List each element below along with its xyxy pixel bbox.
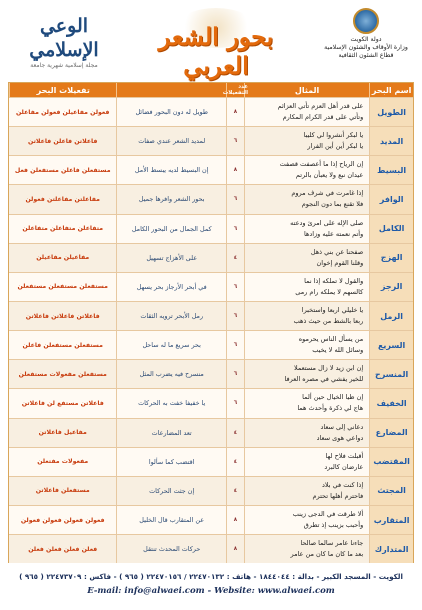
meter-key-verse: على الأهزاج تسهيل [116,244,225,272]
page-title: بحور الشعر العربي [158,22,274,80]
table-row [9,214,413,243]
meter-example [244,448,369,476]
header-count: عدد التفعيلات [222,84,248,96]
tafeelat-count: ٦ [226,215,244,243]
meter-key-verse: طويل له دون البحور فضائل [116,98,225,126]
table-row [9,301,413,330]
table-row [9,243,413,272]
tafeelat-count: ٦ [226,185,244,213]
meter-example [244,506,369,534]
ministry-logo [316,8,416,70]
meter-key-verse: لمديد الشعر عندي صفات [116,127,225,155]
meter-name: المضارع [369,419,413,447]
example-line: عيدان نبع ولا يعبأن بالرتم [295,171,364,180]
example-line: على قدر أهل العزم تأتي العزائم [277,102,364,111]
example-line: إذا غامرت في شرف مروم [291,189,364,198]
meter-name: السريع [369,331,413,359]
meter-tafeelat: فعولن مفاعيلن فعولن مفاعلن [15,108,110,116]
meter-example [244,244,369,272]
example-line: وسائل الله لا يخيب [312,346,364,355]
tafeelat-count: ٦ [226,389,244,417]
tafeelat-count: ٦ [226,127,244,155]
meter-example [244,156,369,184]
magazine-subtitle: مجلة إسلامية شهرية جامعة [30,62,98,69]
header-meter-name: اسم البحر [369,83,413,97]
example-line: ألا طرقت في الدجى زينب [292,510,364,519]
meter-tafeelat: مفاعيل فاعلاتن [38,429,87,437]
meter-key-verse: بحر سريع ما له ساحل [116,331,225,359]
example-line: كالسهم لا يملكه رام رمى [295,287,364,296]
example-line: هاج لي ذكرة وأحدث هما [297,404,364,413]
table-row [9,534,413,563]
example-line: إن الرياح إذا ما أعصفت قصفت [279,160,364,169]
header-sample [116,83,225,97]
example-line: من يسأل الناس يحرموه [298,335,364,344]
meter-tafeelat: فعلن فعلن فعلن فعلن [28,545,98,553]
meter-example [244,273,369,301]
meter-name: الخفيف [369,389,413,417]
example-line: وقلنا القوم إخوان [316,258,364,267]
meter-name: الكامل [369,215,413,243]
footer [0,570,422,610]
meter-key-verse: بحور الشعر وافرها جميل [116,185,225,213]
example-line: إن ظيا الخيال حين ألما [302,393,364,402]
tafeelat-count: ٦ [226,360,244,388]
meter-example [244,185,369,213]
table-row [9,330,413,359]
example-line: والقول لا تملكه إذا نما [304,276,364,285]
example-line: صلى الإله على امرئ ودعته [290,218,364,227]
meter-tafeelat: مفاعيلن مفاعيلن [36,254,90,262]
meter-name: الرجز [369,273,413,301]
meter-key-verse: رمل الأبحر ترويه الثقات [116,302,225,330]
table-row [9,418,413,447]
meter-name: الوافر [369,185,413,213]
tafeelat-count: ٦ [226,273,244,301]
header-tafeelat: تفعيلات البحر [9,83,116,97]
meters-table [8,82,414,563]
table-row [9,272,413,301]
meter-name: الطويل [369,98,413,126]
footer-address: الكويت - المسجد الكبير - بدالة : ١٨٤٤٠٤٤ - هاتف : ٢٢٤٧٠١٣٢ / ٢٢٤٧٠١٥٦ ( ٩٦٥ ) - فاكس : ٢٢٤٧٣٧٠٩ ( ٩٦٥ ) [19,572,403,581]
meter-name: المتقارب [369,506,413,534]
example-line: يا لبكر أنشروا لي كليبا [303,131,364,140]
tafeelat-count: ٨ [226,535,244,563]
table-row [9,505,413,534]
kuwait-emblem-icon [353,8,379,34]
meter-example [244,360,369,388]
table-row [9,359,413,388]
example-line: وأتم نعمته عليه وزادها [303,229,364,238]
example-line: يا خليلي اربعا واستخبرا [301,306,364,315]
meter-example [244,215,369,243]
header-example: المثال [244,83,369,97]
tafeelat-count: ٦ [226,302,244,330]
meter-key-verse: إن جثت الحركات [116,477,225,505]
meter-tafeelat: فاعلاتن فاعلن فاعلاتن [28,137,98,145]
ministry-line-3: قطاع الشئون الثقافية [338,52,394,59]
meter-tafeelat: مستفعلن فاعلن مستفعلن فعل [14,166,111,174]
table-row [9,126,413,155]
page-title-block [136,22,296,80]
meter-name: المنسرح [369,360,413,388]
tafeelat-count: ٦ [226,331,244,359]
example-line: إن ابن زيد لا زال مستعملا [294,364,364,373]
tafeelat-count: ٤ [226,477,244,505]
example-line: عارضان كالبرد [324,462,364,471]
meter-example [244,331,369,359]
example-line: فاحترم أهلها تحترم [312,491,364,500]
meter-key-verse: تعد المضارعات [116,419,225,447]
meter-key-verse: عن المتقارب قال الخليل [116,506,225,534]
example-line: أقبلت فلاح لها [325,451,364,460]
example-line: بعد ما كان ما كان من عامر [290,550,364,559]
table-body [9,97,413,563]
example-line: إذا كنت في بلاد [321,480,364,489]
tafeelat-count: ٨ [226,98,244,126]
magazine-name: الوعي الإسلامي [29,15,99,61]
meter-name: البسيط [369,156,413,184]
meter-example [244,535,369,563]
meter-key-verse: منسرح فيه يضرب المثل [116,360,225,388]
meter-example [244,302,369,330]
meter-tafeelat: فاعلاتن مستفع لن فاعلاتن [21,399,104,407]
example-line: صفحنا عن بني ذهل [310,247,364,256]
meter-name: المتدارك [369,535,413,563]
meter-tafeelat: مستفعلن مفعولات مستفعلن [18,370,107,378]
meter-tafeelat: مستفعلن مستفعلن فاعلن [22,341,103,349]
tafeelat-count: ٨ [226,156,244,184]
table-row [9,97,413,126]
meter-tafeelat: فعولن فعولن فعولن فعولن [20,516,105,524]
table-row [9,388,413,417]
meter-example [244,98,369,126]
meter-tafeelat: مستفعلن مستفعلن مستفعلن [17,283,108,291]
meter-name: الرمل [369,302,413,330]
table-row [9,155,413,184]
example-line: وتأتي على قدر الكرام المكارم [282,113,364,122]
table-row [9,184,413,213]
meter-key-verse: يا خفيفا خفت به الحركات [116,389,225,417]
tafeelat-count: ٤ [226,244,244,272]
example-line: دواعي هوى سعاد [316,433,364,442]
meter-name: المقتضب [369,448,413,476]
meter-tafeelat: مستفعلن فاعلاتن [35,487,90,495]
meter-example [244,127,369,155]
meter-tafeelat: مفعولات مفتعلن [37,458,89,466]
meter-key-verse: كمل الجمال من البحور الكامل [116,215,225,243]
meter-name: الهزج [369,244,413,272]
example-line: وأحبب بزينب إذ تطرق [303,521,364,530]
meter-tafeelat: فاعلاتن فاعلاتن فاعلاتن [25,312,100,320]
meter-tafeelat: مفاعلتن مفاعلتن فعولن [25,195,100,203]
meter-example [244,477,369,505]
meter-key-verse: اقتضب كما سألوا [116,448,225,476]
example-line: جاءنا عامر سالما صالحا [300,539,364,548]
ministry-line-2: وزارة الأوقاف والشئون الإسلامية [324,44,408,51]
meter-key-verse: إن البسيط لديه يبسط الأمل [116,156,225,184]
tafeelat-count: ٨ [226,506,244,534]
meter-example [244,389,369,417]
meter-example [244,419,369,447]
tafeelat-count: ٤ [226,448,244,476]
ministry-line-1: دولة الكويت [350,36,382,43]
meter-name: المجتث [369,477,413,505]
meter-name: المديد [369,127,413,155]
example-line: يا لبكر أين أين الفرار [307,142,364,151]
meter-key-verse: حركات المحدث تنتقل [116,535,225,563]
example-line: ربعا بالشط من حيث ذهب [293,317,364,326]
example-line: فلا تقنع بما دون النجوم [301,200,364,209]
magazine-logo [8,14,120,69]
footer-contact: E-mail: info@alwaei.com - Website: www.alwaei.com [87,586,335,596]
table-header [9,83,413,97]
table-row [9,476,413,505]
meter-key-verse: في أبحر الأرجاز بحر يسهل [116,273,225,301]
example-line: دعاني إلى سعاد [320,422,364,431]
table-row [9,447,413,476]
meter-tafeelat: متفاعلن متفاعلن متفاعلن [22,225,104,233]
tafeelat-count: ٤ [226,419,244,447]
example-line: للخير يفشي في مصره العرفا [284,375,364,384]
header [0,0,422,78]
